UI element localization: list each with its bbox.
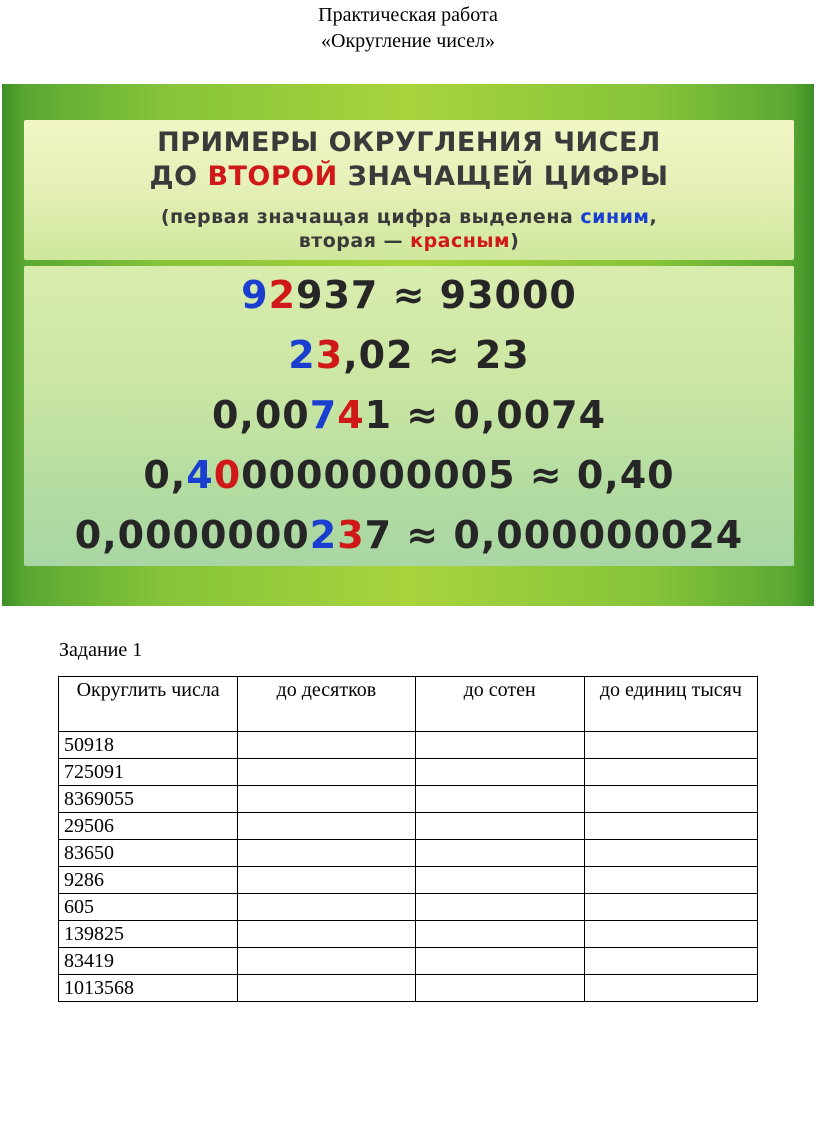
table-row [59,759,758,786]
answer-cell[interactable] [415,732,584,759]
number-cell: 29506 [59,813,238,840]
sub2-post: ) [510,230,520,252]
second-significant-digit: 3 [337,513,365,557]
second-significant-digit: 3 [315,333,344,377]
column-header-hundreds: до сотен [415,677,584,732]
poster-title-line-1: ПРИМЕРЫ ОКРУГЛЕНИЯ ЧИСЕЛ [157,127,661,158]
answer-cell[interactable] [584,840,757,867]
answer-cell[interactable] [415,867,584,894]
rounding-examples-poster [2,84,814,606]
answer-cell[interactable] [415,813,584,840]
answer-cell[interactable] [238,867,415,894]
table-row [59,948,758,975]
sub2-highlight: красным [410,230,511,252]
sub1-post: , [649,206,658,228]
rounding-task-table [58,676,758,1002]
title2-post: ЗНАЧАЩЕЙ ЦИФРЫ [337,161,669,192]
second-significant-digit: 4 [337,393,365,437]
example-pre: 0, [143,453,187,497]
first-significant-digit: 9 [241,273,269,317]
first-significant-digit: 2 [309,513,338,557]
example-2 [24,332,794,378]
example-1 [24,272,794,318]
answer-cell[interactable] [584,975,757,1002]
second-significant-digit: 0 [213,453,242,497]
task-label: Задание 1 [59,639,143,661]
answer-cell[interactable] [584,813,757,840]
sub2-pre: вторая — [298,230,411,252]
answer-cell[interactable] [584,732,757,759]
number-cell: 83419 [59,948,238,975]
example-post: 937 ≈ 93000 [296,273,577,317]
answer-cell[interactable] [415,975,584,1002]
number-cell: 8369055 [59,786,238,813]
answer-cell[interactable] [415,948,584,975]
poster-header-panel [24,120,794,260]
title-line-2: «Округление чисел» [321,30,495,52]
title2-highlight: ВТОРОЙ [207,161,338,192]
answer-cell[interactable] [238,948,415,975]
sub1-highlight: синим [580,206,650,228]
table-header-row [59,677,758,732]
answer-cell[interactable] [238,975,415,1002]
poster-examples-panel [24,266,794,566]
example-post: 7 ≈ 0,000000024 [364,513,744,557]
answer-cell[interactable] [415,759,584,786]
table-row [59,813,758,840]
answer-cell[interactable] [415,786,584,813]
document-title [0,2,816,54]
first-significant-digit: 2 [288,333,316,377]
title-line-1: Практическая работа [318,4,498,26]
answer-cell[interactable] [584,759,757,786]
answer-cell[interactable] [238,813,415,840]
column-header-numbers: Округлить числа [59,677,238,732]
first-significant-digit: 4 [186,453,214,497]
number-cell: 725091 [59,759,238,786]
column-header-tens: до десятков [238,677,415,732]
table-row [59,975,758,1002]
table-row [59,732,758,759]
table-row [59,894,758,921]
answer-cell[interactable] [238,732,415,759]
answer-cell[interactable] [238,894,415,921]
poster-subtitle-line-2 [24,230,794,252]
answer-cell[interactable] [584,894,757,921]
poster-title-line-2 [24,160,794,194]
answer-cell[interactable] [238,840,415,867]
answer-cell[interactable] [415,840,584,867]
number-cell: 139825 [59,921,238,948]
second-significant-digit: 2 [268,273,297,317]
number-cell: 50918 [59,732,238,759]
poster-subtitle-line-1 [24,206,794,228]
example-post: 0000000005 ≈ 0,40 [241,453,675,497]
answer-cell[interactable] [238,921,415,948]
number-cell: 83650 [59,840,238,867]
example-3 [24,392,794,438]
number-cell: 605 [59,894,238,921]
example-4 [24,452,794,498]
title2-pre: ДО [149,161,208,192]
table-row [59,840,758,867]
answer-cell[interactable] [584,867,757,894]
example-post: ,02 ≈ 23 [343,333,530,377]
example-5 [24,512,794,558]
number-cell: 9286 [59,867,238,894]
answer-cell[interactable] [415,921,584,948]
sub1-pre: (первая значащая цифра выделена [160,206,581,228]
number-cell: 1013568 [59,975,238,1002]
table-row [59,786,758,813]
answer-cell[interactable] [584,786,757,813]
answer-cell[interactable] [584,948,757,975]
first-significant-digit: 7 [309,393,338,437]
answer-cell[interactable] [238,786,415,813]
example-pre: 0,0000000 [74,513,310,557]
table-row [59,867,758,894]
column-header-thousands: до единиц тысяч [584,677,757,732]
answer-cell[interactable] [238,759,415,786]
answer-cell[interactable] [415,894,584,921]
table-row [59,921,758,948]
example-post: 1 ≈ 0,0074 [364,393,607,437]
example-pre: 0,00 [211,393,310,437]
answer-cell[interactable] [584,921,757,948]
